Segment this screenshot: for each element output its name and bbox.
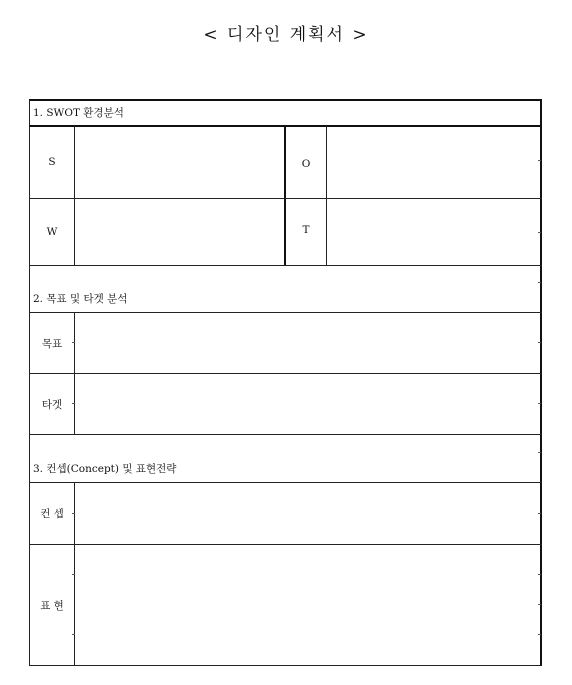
goal-field[interactable] [75,313,540,373]
target-label: 타겟 [41,398,63,411]
swot-s-field[interactable] [75,126,284,198]
document-title: < 디자인 계획서 > [203,25,369,45]
swot-o-field[interactable] [327,126,540,198]
guide-tick [538,452,541,453]
swot-o-label: O [301,158,311,170]
guide-tick [538,634,541,635]
swot-t-label: T [302,224,310,236]
guide-tick [72,513,75,514]
swot-section-title: 1. SWOT 환경분석 [33,107,124,119]
concept-field[interactable] [75,483,540,544]
goal-label: 목표 [41,337,63,350]
guide-tick [538,513,541,514]
guide-tick [72,403,75,404]
guide-tick [538,604,541,605]
guide-tick [72,634,75,635]
expression-label: 표 현 [40,599,64,612]
concept-section-title: 3. 컨셉(Concept) 및 표현전략 [33,463,177,475]
guide-tick [538,282,541,283]
swot-bottom-divider [29,265,542,266]
swot-w-label: W [46,226,58,238]
guide-tick [72,342,75,343]
guide-tick [538,160,541,161]
swot-s-label: S [48,156,56,168]
target-section-title: 2. 목표 및 타겟 분석 [33,293,128,305]
target-bottom-divider [29,434,542,435]
swot-t-field[interactable] [327,199,540,265]
target-field[interactable] [75,374,540,434]
expression-field[interactable] [75,545,540,665]
swot-w-field[interactable] [75,199,284,265]
guide-tick [538,574,541,575]
guide-tick [538,403,541,404]
guide-tick [538,342,541,343]
concept-label: 컨 셉 [40,508,64,520]
guide-tick [538,232,541,233]
guide-tick [72,574,75,575]
